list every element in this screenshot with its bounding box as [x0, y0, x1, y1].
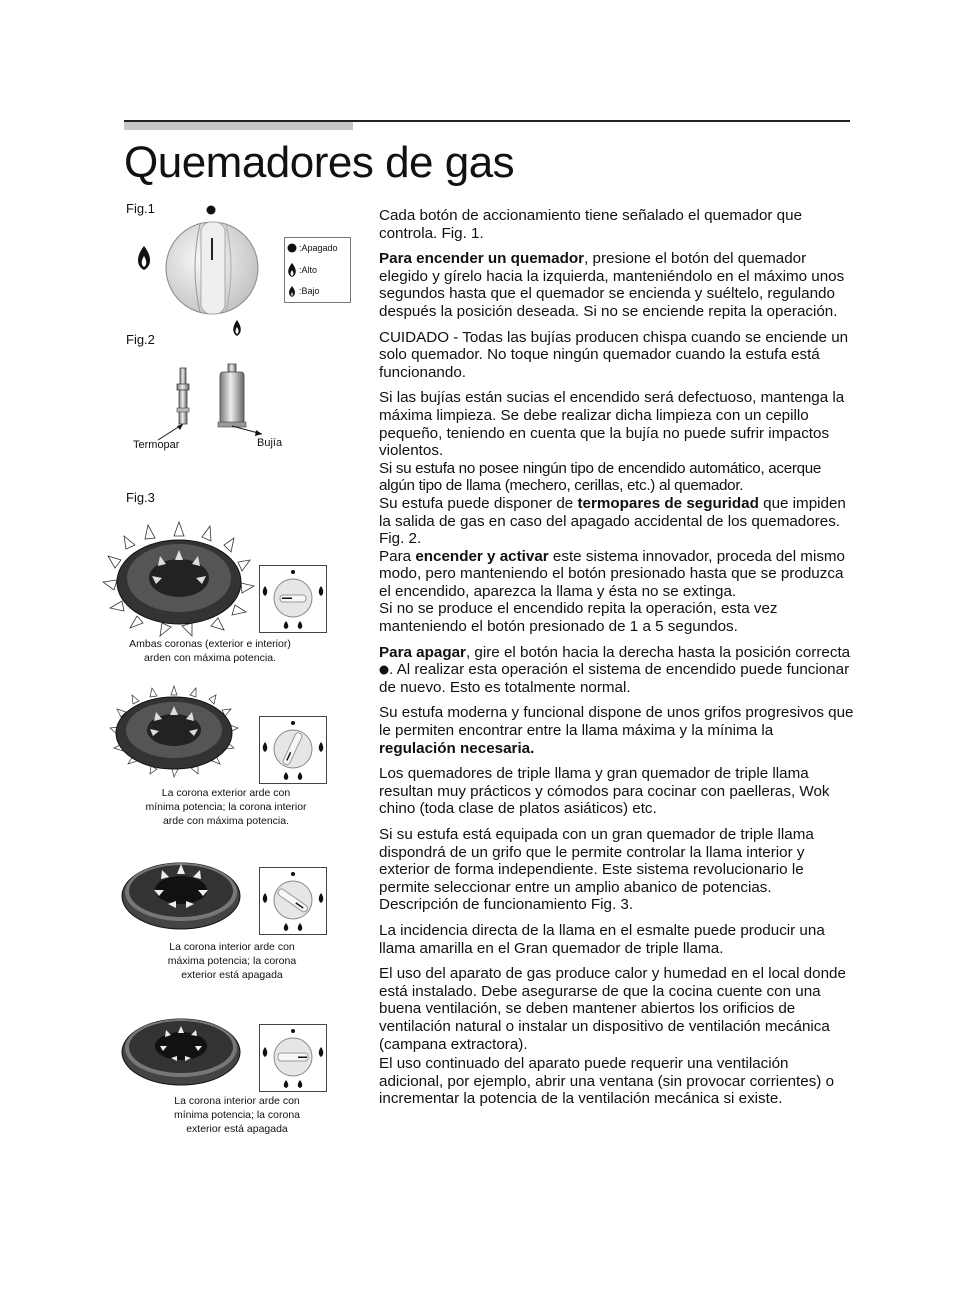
apagado-dot-icon [207, 206, 216, 215]
caption-line: mínima potencia; la corona [173, 1109, 301, 1121]
flame-large-icon [138, 246, 150, 270]
caption-line: La corona exterior arde con [161, 787, 291, 799]
paragraph-repita: Si no se produce el encendido repita la operación, esta vez manteniendo el botón presionado de 1 a 5 segundos. [379, 600, 778, 636]
flame-small-icon [287, 284, 297, 298]
fig3-label: Fig.3 [126, 490, 155, 505]
paragraph-uso-continuado: El uso continuado del aparato puede requerir una ventilación adicional, por ejemplo, abrir una ventana (sin provocar corrientes) o incrementar la potencia de la ventilación mecánica si existe. [379, 1055, 835, 1108]
text-span: este sistema innovador, proceda del mismo modo, pero manteniendo el botón presionado hasta que se produzca el encendido, aparezca la llama y ésta no se extinga. [379, 547, 846, 600]
fig2-label: Fig.2 [126, 332, 155, 347]
legend-row-alto [287, 262, 317, 278]
caption-line: máxima potencia; la corona [167, 955, 297, 967]
knob-icon [260, 566, 326, 632]
text-span: , presione el botón del quemador elegido y gírelo hacia la izquierda, manteniéndolo en el máximo unos segundos hasta que el quemador se encienda y suéltelo, regulando después la posición deseada. Si no se enciende repita la operación. [379, 250, 845, 320]
bold-phrase: regulación necesaria. [379, 739, 535, 757]
burner-illustration-4 [118, 1008, 244, 1088]
knob-icon [260, 868, 326, 934]
paragraph-ventilacion: El uso del aparato de gas produce calor y humedad en el local donde está instalado. Debe asegurarse de que la cocina cuente con una buena ventilación, se deben mantener abiertos los orificios de ventilación natural o instalar un dispositivo de ventilación mecánica (campana extractora). [379, 965, 846, 1053]
fig3-caption-2 [126, 786, 326, 828]
legend-row-bajo [287, 284, 320, 298]
page-title: Quemadores de gas [124, 138, 515, 187]
paragraph-cuidado: CUIDADO - Todas las bujías producen chispa cuando se enciende un solo quemador. No toque ningún quemador cuando la estufa está funcionando. [379, 328, 849, 381]
knob-icon [260, 1025, 326, 1091]
text-span: . Al realizar esta operación el sistema de encendido puede funcionar de nuevo. Esto es totalmente normal. [379, 661, 850, 696]
paragraph-activar [379, 548, 854, 601]
text-span: Para [379, 547, 416, 565]
knob-position-box-1 [259, 565, 327, 633]
fig1-label: Fig.1 [126, 201, 155, 216]
bold-phrase: Para apagar [379, 643, 466, 661]
paragraph-controls: Cada botón de accionamiento tiene señalado el quemador que controla. Fig. 1. [379, 207, 803, 242]
paragraph-gran-quemador: Si su estufa está equipada con un gran quemador de triple llama dispondrá de un grifo que le permite controlar la llama interior y exterior de forma independiente. Este sistema revolucionario le permite seleccionar entre un amplio abanico de potencias. Descripción de funcionamiento Fig. 3. [379, 826, 814, 914]
apagado-dot-icon [379, 665, 389, 675]
knob-position-box-3 [259, 867, 327, 935]
caption-line: arden con máxima potencia. [144, 652, 276, 664]
fig1-knob-illustration [130, 200, 260, 340]
bold-phrase: termopares de seguridad [577, 494, 759, 512]
knob-icon [260, 717, 326, 783]
caption-line: Ambas coronas (exterior e interior) [129, 638, 291, 650]
paragraph-grifos [379, 704, 854, 757]
header-accent-bar [124, 122, 353, 130]
legend-label-apagado: :Apagado [299, 243, 338, 253]
legend-row-apagado [287, 242, 338, 254]
flame-small-icon [233, 320, 241, 336]
fig3-caption-1 [110, 637, 310, 665]
caption-line: La corona interior arde con [169, 941, 295, 953]
bold-phrase: Para encender un quemador [379, 250, 585, 268]
knob-position-box-2 [259, 716, 327, 784]
body-text-column [379, 207, 854, 1116]
fig2-termopar-label: Termopar [133, 439, 180, 451]
paragraph-sin-encendido: Si su estufa no posee ningún tipo de encendido automático, acerque algún tipo de llama (mechero, cerillas, etc.) al quemador. [379, 459, 822, 495]
legend-label-bajo: :Bajo [299, 286, 320, 296]
paragraph-apagar [379, 644, 854, 697]
knob-position-box-4 [259, 1024, 327, 1092]
burner-illustration-2 [104, 684, 244, 780]
caption-line: La corona interior arde con [174, 1095, 300, 1107]
paragraph-encender [379, 250, 854, 320]
caption-line: mínima potencia; la corona interior [145, 801, 307, 813]
fig2-bujia-label: Bujía [257, 437, 283, 449]
apagado-dot-icon [287, 242, 297, 254]
fig1-legend [284, 237, 351, 303]
paragraph-termopares [379, 495, 854, 548]
caption-line: arde con máxima potencia. [162, 815, 290, 827]
text-span: Su estufa moderna y funcional dispone de unos grifos progresivos que le permiten encontrar entre la llama máxima y la mínima la [379, 704, 854, 740]
fig3-caption-4 [137, 1094, 337, 1136]
bold-phrase: encender y activar [415, 547, 549, 565]
text-span: que impiden la salida de gas en caso del apagado accidental de los quemadores. Fig. 2. [379, 494, 846, 548]
burner-illustration-3 [118, 852, 244, 932]
text-span: , gire el botón hacia la derecha hasta la posición correcta [465, 643, 851, 661]
flame-large-icon [287, 262, 297, 278]
burner-illustration-1 [100, 520, 258, 638]
caption-line: exterior está apagada [181, 969, 283, 981]
text-span: Su estufa puede disponer de [379, 494, 578, 512]
paragraph-triple-llama: Los quemadores de triple llama y gran quemador de triple llama resultan muy prácticos y cómodos para cocinar con paelleras, Wok chino (toda clase de platos asiáticos) etc. [379, 765, 830, 818]
paragraph-incidencia: La incidencia directa de la llama en el esmalte puede producir una llama amarilla en el Gran quemador de triple llama. [379, 921, 825, 957]
legend-label-alto: :Alto [299, 265, 318, 275]
caption-line: exterior está apagada [186, 1123, 288, 1135]
paragraph-bujias: Si las bujías están sucias el encendido será defectuoso, mantenga la máxima limpieza. Se debe realizar dicha limpieza con un cepillo pequeño, teniendo en cuenta que la bujía no puede sufrir impactos violentos. [379, 389, 845, 460]
fig3-caption-3 [132, 940, 332, 982]
